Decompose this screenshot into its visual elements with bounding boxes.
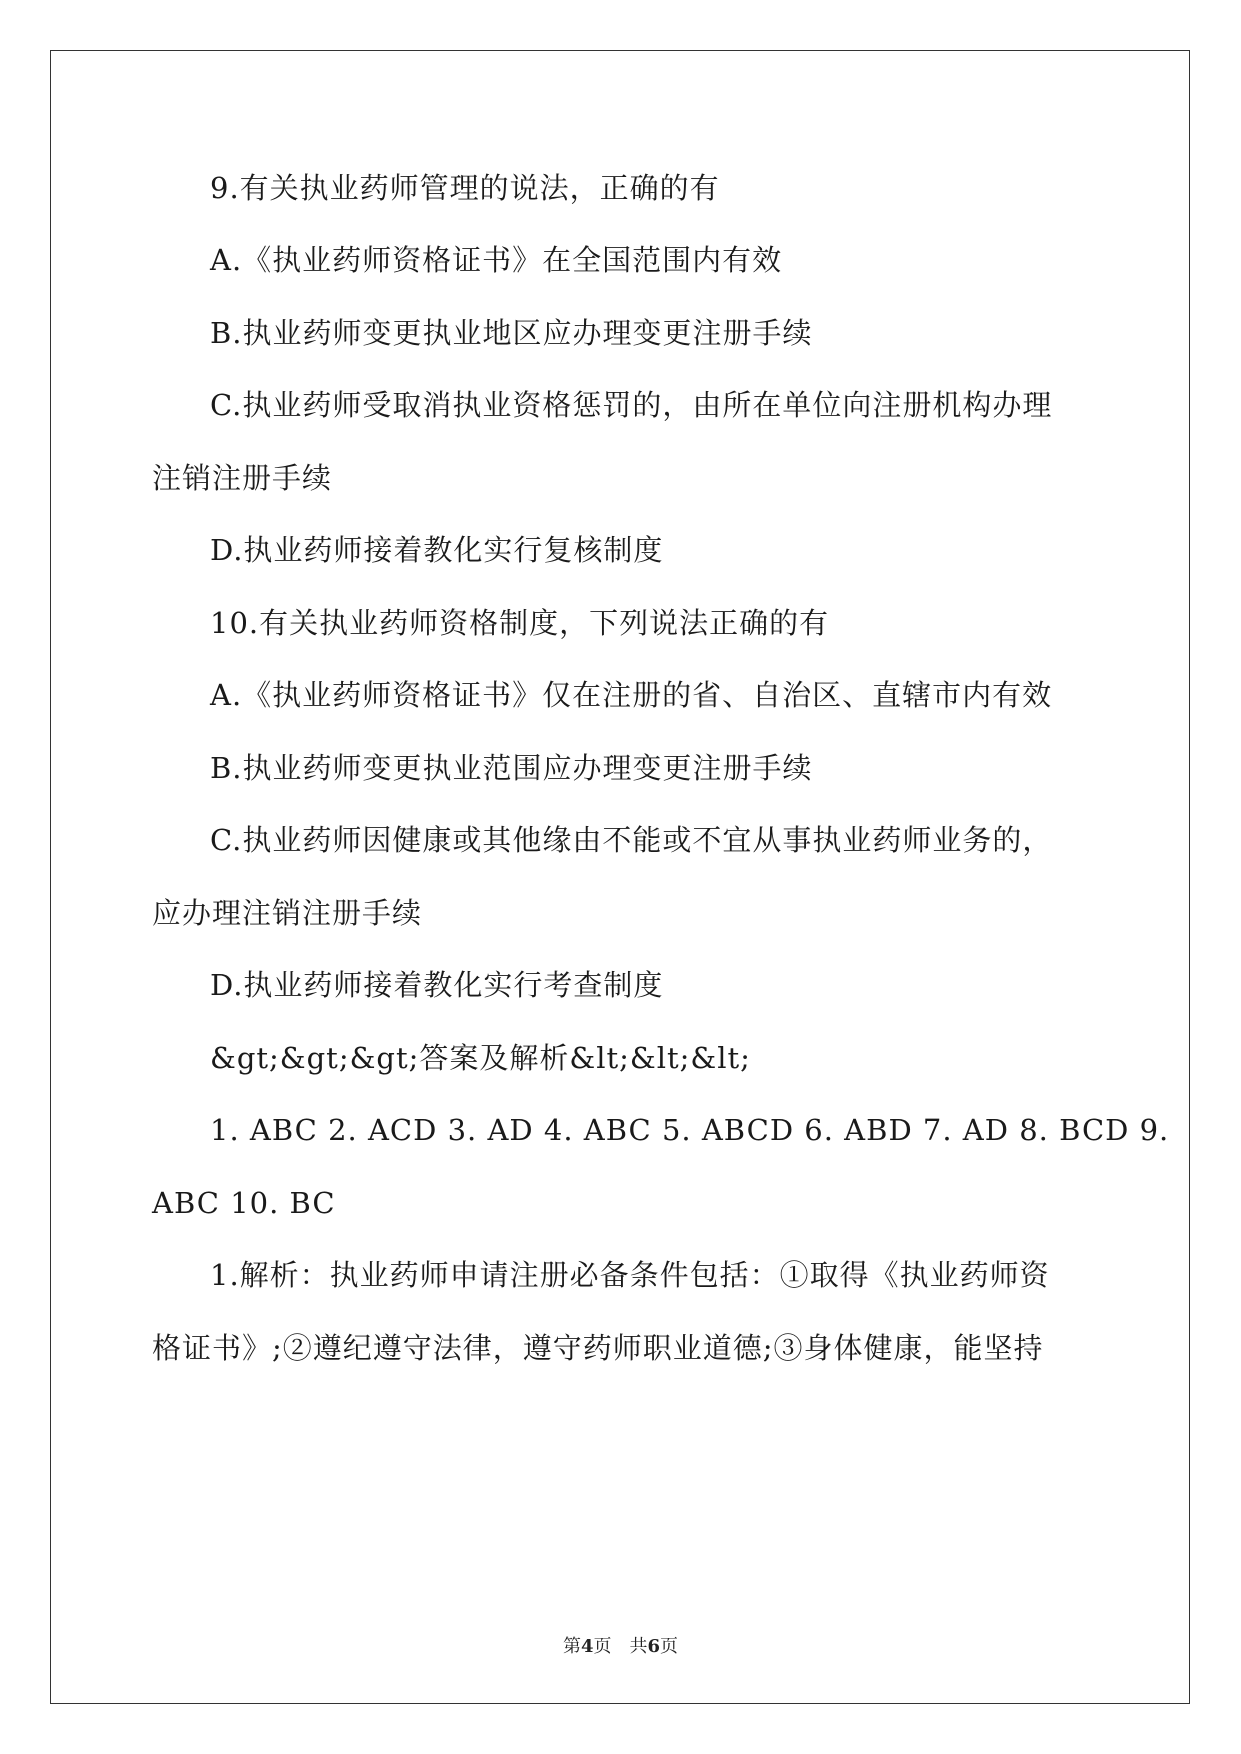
answer-key-cont: ABC 10. BC [152, 1186, 336, 1220]
question-10-option-a: A.《执业药师资格证书》仅在注册的省、自治区、直辖市内有效 [210, 678, 1053, 712]
footer-prefix: 第 [562, 1636, 581, 1657]
footer-mid: 页 共 [593, 1636, 648, 1657]
page-frame [50, 50, 1190, 1704]
question-9-option-c-cont: 注销注册手续 [152, 461, 333, 495]
question-10: 10.有关执业药师资格制度，下列说法正确的有 [210, 606, 830, 640]
question-10-option-c-cont: 应办理注销注册手续 [152, 896, 423, 930]
question-9-option-b: B.执业药师变更执业地区应办理变更注册手续 [210, 316, 813, 350]
current-page-number: 4 [580, 1636, 594, 1657]
question-9-option-c: C.执业药师受取消执业资格惩罚的，由所在单位向注册机构办理 [210, 388, 1053, 422]
question-10-option-b: B.执业药师变更执业范围应办理变更注册手续 [210, 751, 813, 785]
question-9: 9.有关执业药师管理的说法，正确的有 [210, 171, 720, 205]
question-9-option-d: D.执业药师接着教化实行复核制度 [210, 533, 664, 567]
explanation-1-cont: 格证书》;②遵纪遵守法律，遵守药师职业道德;③身体健康，能坚持 [152, 1331, 1044, 1365]
question-10-option-d: D.执业药师接着教化实行考查制度 [210, 968, 664, 1002]
answer-heading: &gt;&gt;&gt;答案及解析&lt;&lt;&lt; [210, 1041, 751, 1075]
question-10-option-c: C.执业药师因健康或其他缘由不能或不宜从事执业药师业务的， [210, 823, 1053, 857]
footer-suffix: 页 [660, 1636, 679, 1657]
total-page-number: 6 [647, 1636, 661, 1657]
page-footer [0, 1632, 1241, 1658]
answer-key: 1. ABC 2. ACD 3. AD 4. ABC 5. ABCD 6. ABD 7. AD 8. BCD 9. [210, 1113, 1170, 1147]
question-9-option-a: A.《执业药师资格证书》在全国范围内有效 [210, 243, 783, 277]
explanation-1: 1.解析：执业药师申请注册必备条件包括：①取得《执业药师资 [210, 1258, 1050, 1292]
